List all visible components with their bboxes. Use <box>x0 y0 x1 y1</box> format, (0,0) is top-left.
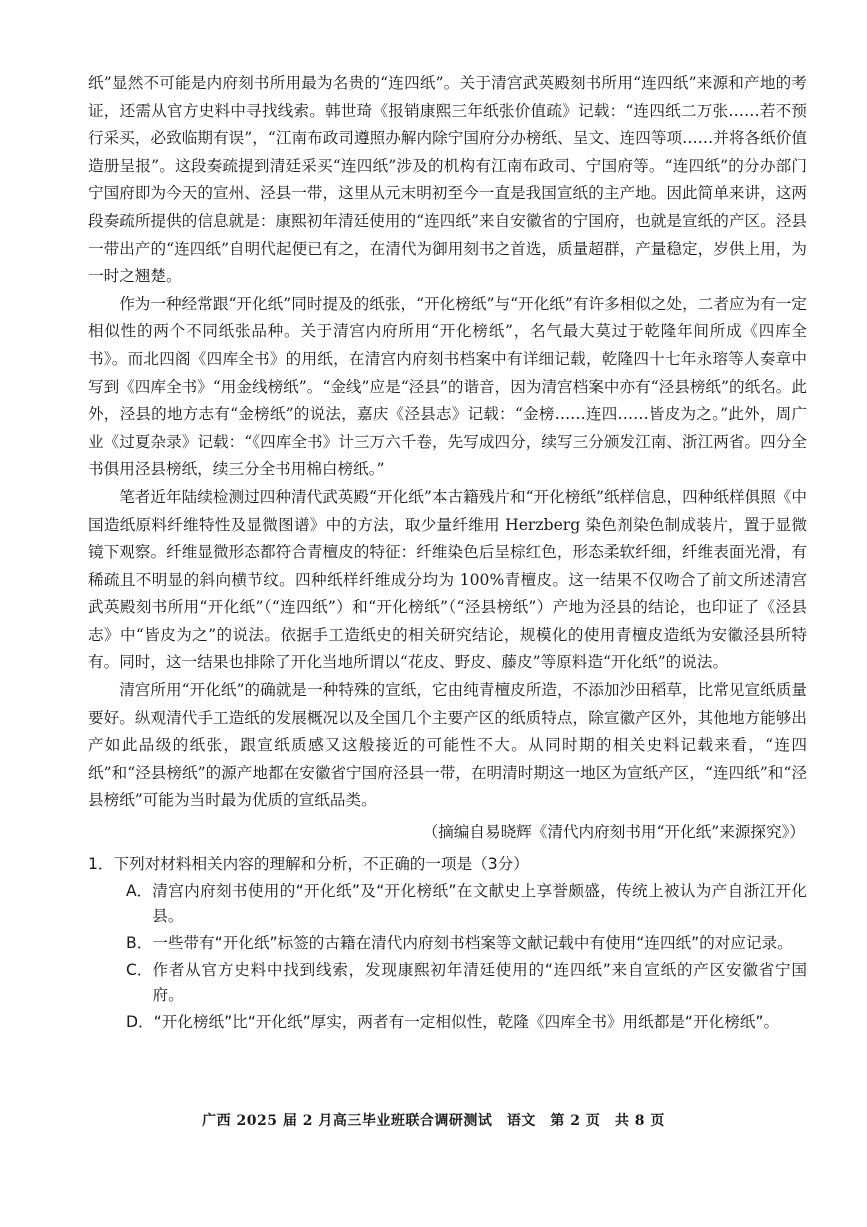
option-text: 作者从官方史料中找到线索，发现康熙初年清廷使用的“连四纸”来自宣纸的产区安徽省宁国府。 <box>152 960 807 1004</box>
question-stem: 1．下列对材料相关内容的理解和分析，不正确的一项是（3分） <box>88 854 529 873</box>
option-c <box>88 958 807 1008</box>
option-letter: C． <box>126 960 153 979</box>
option-letter: D． <box>126 1012 154 1031</box>
option-text: 一些带有“开化纸”标签的古籍在清代内府刻书档案等文献记载中有使用“连四纸”的对应记录。 <box>152 933 793 952</box>
reading-passage <box>88 70 807 815</box>
option-a <box>88 879 807 929</box>
passage-paragraph-1: 纸”显然不可能是内府刻书所用最为名贵的“连四纸”。关于清宫武英殿刻书所用“连四纸”来源和产地的考证，还需从官方史料中寻找线索。韩世琦《报销康熙三年纸张价值疏》记载：“连四纸二万张……若不预行采买，必致临期有误”，“江南布政司遵照办解内除宁国府分办榜纸、呈文、连四等项……并将各纸价值造册呈报”。这段奏疏提到清廷采买“连四纸”涉及的机构有江南布政司、宁国府等。“连四纸”的分办部门宁国府即为今天的宣州、泾县一带，这里从元末明初至今一直是我国宣纸的主产地。因此简单来讲，这两段奏疏所提供的信息就是：康熙初年清廷使用的“连四纸”来自安徽省的宁国府，也就是宣纸的产区。泾县一带出产的“连四纸”自明代起便已有之，在清代为御用刻书之首选，质量超群，产量稳定，岁供上用，为一时之翘楚。 <box>88 74 807 286</box>
passage-paragraph-4: 清宫所用“开化纸”的确就是一种特殊的宣纸，它由纯青檀皮所造，不添加沙田稻草，比常见宣纸质量要好。纵观清代手工造纸的发展概况以及全国几个主要产区的纸质特点，除宣徽产区外，其他地方能够出产如此品级的纸张，跟宣纸质感又这般接近的可能性不大。从同时期的相关史料记载来看，“连四纸”和“泾县榜纸”的源产地都在安徽省宁国府泾县一带，在明清时期这一地区为宣纸产区，“连四纸”和“泾县榜纸”可能为当时最为优质的宣纸品类。 <box>88 681 807 810</box>
option-b <box>88 931 807 956</box>
passage-source-citation: （摘编自易晓辉《清代内府刻书用“开化纸”来源探究》） <box>422 823 805 842</box>
passage-paragraph-2: 作为一种经常跟“开化纸”同时提及的纸张，“开化榜纸”与“开化纸”有许多相似之处，二者应为有一定相似性的两个不同纸张品种。关于清宫内府所用“开化榜纸”，名气最大莫过于乾隆年间所成《四库全书》。而北四阁《四库全书》的用纸，在清宫内府刻书档案中有详细记载，乾隆四十七年永瑢等人奏章中写到《四库全书》“用金线榜纸”。“金线”应是“泾县”的谐音，因为清宫档案中亦有“泾县榜纸”的纸名。此外，泾县的地方志有“金榜纸”的说法，嘉庆《泾县志》记载：“金榜……连四……皆皮为之。”此外，周广业《过夏杂录》记载：“《四库全书》计三万六千卷，先写成四分，续写三分颁发江南、浙江两省。四分全书俱用泾县榜纸，续三分全书用棉白榜纸。” <box>88 294 807 479</box>
option-d <box>88 1010 807 1035</box>
option-letter: B． <box>126 933 153 952</box>
option-letter: A． <box>126 881 153 900</box>
passage-paragraph-3: 笔者近年陆续检测过四种清代武英殿“开化纸”本古籍残片和“开化榜纸”纸样信息，四种纸样俱照《中国造纸原料纤维特性及显微图谱》中的方法，取少量纤维用 Herzberg 染色剂染色制成装片，置于显微镜下观察。纤维显微形态都符合青檀皮的特征：纤维染色后呈棕红色，形态柔软纤细，纤维表面光滑，有稀疏且不明显的斜向横节纹。四种纸样纤维成分均为 100%青檀皮。这一结果不仅吻合了前文所述清宫武英殿刻书所用“开化纸”（“连四纸”）和“开化榜纸”（“泾县榜纸”）产地为泾县的结论，也印证了《泾县志》中“皆皮为之”的说法。依据手工造纸史的相关研究结论，规模化的使用青檀皮造纸为安徽泾县所特有。同时，这一结果也排除了开化当地所谓以“花皮、野皮、藤皮”等原料造“开化纸”的说法。 <box>88 487 807 672</box>
question-1 <box>88 851 807 1035</box>
option-text: “开化榜纸”比“开化纸”厚实，两者有一定相似性，乾隆《四库全书》用纸都是“开化榜纸”。 <box>153 1012 780 1031</box>
option-text: 清宫内府刻书使用的“开化纸”及“开化榜纸”在文献史上享誉颇盛，传统上被认为产自浙江开化县。 <box>152 881 807 925</box>
page-footer: 广西 2025 届 2 月高三毕业班联合调研测试 语文 第 2 页 共 8 页 <box>202 1113 665 1129</box>
